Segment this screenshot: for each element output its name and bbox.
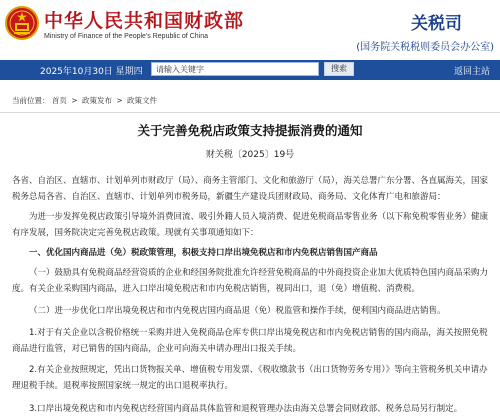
department-title: 关税司 [411,14,462,34]
breadcrumb-label: 当前位置： [12,96,50,105]
document-number: 财关税〔2025〕19号 [205,150,295,160]
site-header [0,0,500,56]
breadcrumb-separator: > [116,96,123,105]
article-paragraph: 1.对于有关企业以含税价格统一采购并进入免税商品仓库专供口岸出境免税店和市内免税店销售的国内商品，海关按照免税商品进行监管，对已销售的国内商品，企业可向海关申请办理出口报关手续。 [12,328,488,354]
search-input[interactable] [151,62,319,76]
breadcrumb [12,95,157,106]
breadcrumb-policy-documents[interactable]: 政策文件 [127,96,158,105]
article-intro: 为进一步发挥免税店政策引导境外消费回流、吸引外籍人员入境消费、促进免税商品零售业务（以下称免税零售业务）健康有序发展，国务院决定完善免税店政策。现就有关事项通知如下： [12,212,489,238]
return-home-link[interactable]: 返回主站 [453,67,490,77]
breadcrumb-separator: > [71,96,78,105]
divider [0,112,500,113]
breadcrumb-policy-release[interactable]: 政策发布 [81,96,112,105]
article-paragraph: 3.口岸出境免税店和市内免税店经营国内商品具体监管和退税管理办法由海关总署会同财政部、税务总局另行制定。 [29,404,463,414]
article-paragraph: （二）进一步优化口岸出境免税店和市内免税店国内商品退（免）税监管和操作手续，便利国内商品进店销售。 [29,306,446,316]
department-subtitle: (国务院关税税则委员会办公室) [356,42,494,53]
national-emblem-icon [5,6,39,40]
search-button[interactable]: 搜索 [324,62,354,76]
site-subtitle: Ministry of Finance of the People's Republic of China [44,33,208,40]
article-paragraph: 2.有关企业按照规定，凭出口货物报关单、增值税专用发票、《税收缴款书（出口货物劳务专用）》等向主管税务机关申请办理退税手续。退税率按照国家统一规定的出口退税率执行。 [12,365,488,391]
article-paragraph: （一）鼓励具有免税商品经营资质的企业和经国务院批准允许经营免税商品的中外商投资企业加大优质特色国内商品采购力度。有关企业采购国内商品，进入口岸出境免税店和市内免税店销售，视同出口，退（免）增值税、消费税。 [12,268,489,294]
current-date: 2025年10月30日 星期四 [40,67,143,77]
article-title: 关于完善免税店政策支持提振消费的通知 [137,123,363,138]
section-heading: 一、优化国内商品进（免）税政策管理，积极支持口岸出境免税店和市内免税店销售国产商品 [29,248,378,258]
breadcrumb-home[interactable]: 首页 [51,96,67,105]
top-bar [0,60,500,80]
article-recipients: 各省、自治区、直辖市、计划单列市财政厅（局）、商务主管部门、文化和旅游厅（局），海关总署广东分署、各直属海关，国家税务总局各省、自治区、直辖市、计划单列市税务局，新疆生产建设兵团财政局、商务局、文化体育广电和旅游局： [12,176,489,202]
site-title[interactable]: 中华人民共和国财政部 [44,10,245,32]
